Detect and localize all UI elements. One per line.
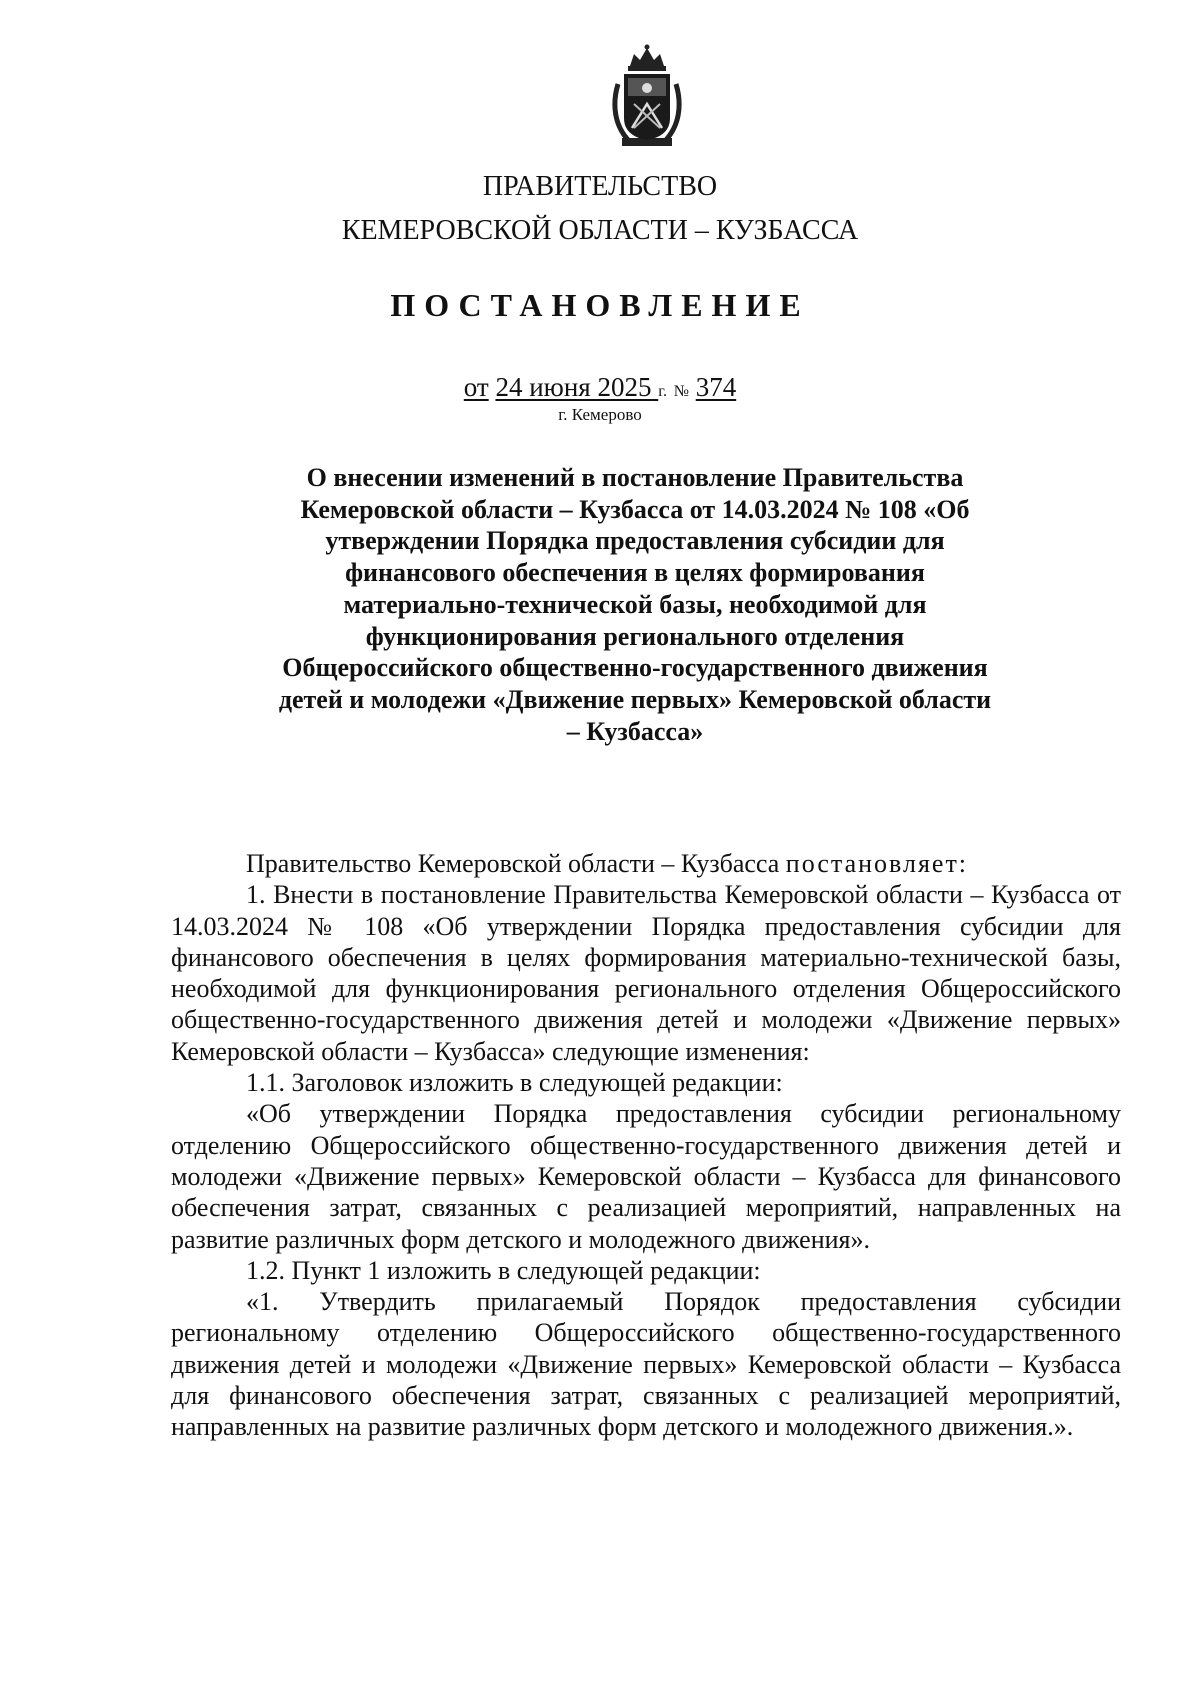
city: г. Кемерово bbox=[558, 405, 642, 424]
date-prefix: от bbox=[463, 372, 489, 402]
paragraph-1-1-text: «Об утверждении Порядка предоставления субсидии региональному отделению Общероссийского общественно-государственного движения детей и молодежи «Движение первых» Кемеровской области – Кузбасса для финансового обеспечения затрат, связанных с реализацией мероприятий, направленных на развитие различных форм детского и молодежного движения». bbox=[171, 1099, 1121, 1254]
paragraph-1: 1. Внести в постановление Правительства Кемеровской области – Кузбасса от 14.03.2024 № 108 «Об утверждении Порядка предоставления субсидии для финансового обеспечения в целях формирования материально-технической базы, необходимой для функционирования регионального отделения Общероссийского общественно-государственного движения детей и молодежи «Движение первых» Кемеровской области – Кузбасса» следующие изменения: bbox=[171, 880, 1121, 1066]
paragraph-1-1: 1.1. Заголовок изложить в следующей редакции: bbox=[246, 1068, 783, 1098]
intro-paragraph bbox=[171, 848, 1121, 879]
paragraph-1-2: 1.2. Пункт 1 изложить в следующей редакции: bbox=[246, 1255, 761, 1285]
number-prefix: № bbox=[673, 383, 689, 400]
document-title: О внесении изменений в постановление Правительства Кемеровской области – Кузбасса от 14.03.2024 № 108 «Об утверждении Порядка предоставления субсидии для финансового обеспечения в целях формирования материально-технической базы, необходимой для функционирования регионального отделения Общероссийского общественно-государственного движения детей и молодежи «Движение первых» Кемеровской области – Кузбасса» bbox=[278, 463, 992, 746]
document-type: ПОСТАНОВЛЕНИЕ bbox=[390, 287, 810, 323]
year-suffix: г. bbox=[658, 383, 667, 400]
org-name-line2: КЕМЕРОВСКОЙ ОБЛАСТИ – КУЗБАССА bbox=[341, 215, 859, 246]
coat-of-arms-icon bbox=[608, 44, 686, 150]
date-number-line bbox=[0, 371, 1200, 408]
paragraph-1-2-text: «1. Утвердить прилагаемый Порядок предоставления субсидии региональному отделению Общероссийского общественно-государственного движения детей и молодежи «Движение первых» Кемеровской области – Кузбасса для финансового обеспечения затрат, связанных с реализацией мероприятий, направленных на развитие различных форм детского и молодежного движения.». bbox=[171, 1287, 1121, 1442]
document-body bbox=[171, 848, 1121, 1443]
document-number: 374 bbox=[695, 372, 737, 402]
intro-text: Правительство Кемеровской области – Кузбасса bbox=[246, 849, 780, 878]
date-value: 24 июня 2025 bbox=[495, 372, 652, 402]
org-name-line1: ПРАВИТЕЛЬСТВО bbox=[482, 171, 718, 202]
intro-verb: постановляет: bbox=[785, 849, 969, 878]
